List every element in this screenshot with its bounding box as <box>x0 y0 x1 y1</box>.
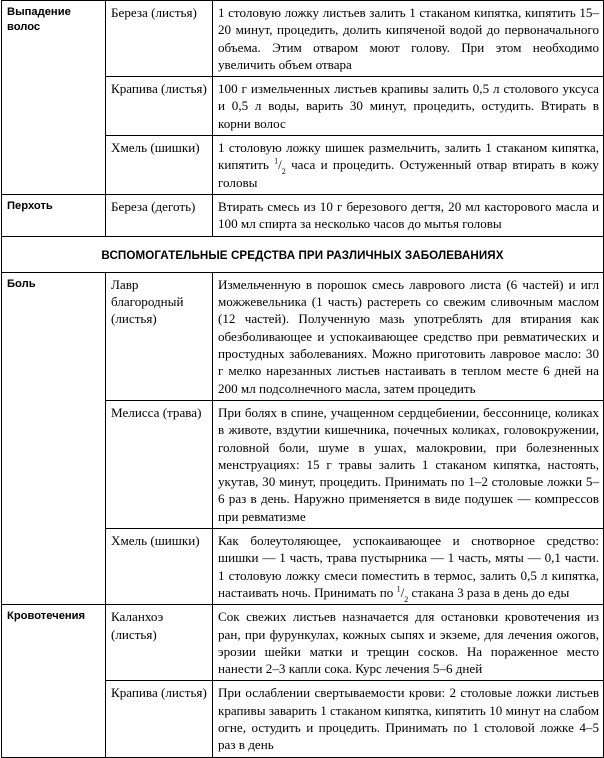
description-text: Измельченную в порошок смесь лаврового листа (6 частей) и игл можжевельника (1 часть) растереть со свежим сливочным маслом (12 частей). Полученную мазь употреблять для втирания как обезболивающее и успокаивающее средство при ревматических и простудных заболеваниях. Можно приготовить лавровое масло: 30 г мелко нарезанных листьев настаивать в теплом месте 6 дней на 200 мл подсолнечного масла, затем процедить <box>218 276 599 396</box>
plant-cell <box>106 194 213 236</box>
section-row <box>2 236 604 272</box>
description-text: Сок свежих листьев назначается для остановки кровотечения из ран, при фурункулах, кожных сыпях и экземе, для лечения ожогов, эрозии шейки матки и трещин сосков. На пораженное место нанести 2–3 капли сока. Курс лечения 5–6 дней <box>218 609 599 677</box>
plant-cell <box>106 529 213 605</box>
category-cell <box>2 1 106 195</box>
description-cell <box>213 400 604 528</box>
plant-cell <box>106 136 213 195</box>
description-cell <box>213 681 604 757</box>
plant-cell <box>106 400 213 528</box>
description-text-end: часа и процедить. Остуженный отвар втирать в кожу головы <box>218 157 599 190</box>
category-cell <box>2 605 106 757</box>
section-title: ВСПОМОГАТЕЛЬНЫЕ СРЕДСТВА ПРИ РАЗЛИЧНЫХ ЗАБОЛЕВАНИЯХ <box>2 236 604 272</box>
plant-label: Хмель (шишки) <box>111 140 200 156</box>
description-text-end: стакана 3 раза в день до еды <box>408 584 570 600</box>
plant-label: Крапива (листья) <box>111 685 207 701</box>
plant-cell <box>106 1 213 77</box>
description-cell <box>213 605 604 681</box>
fraction-numerator: 1 <box>274 157 279 167</box>
description-text: 100 г измельченных листьев крапивы залить 0,5 л столового уксуса и 0,5 л воды, варить 30 минут, процедить, остудить. Втирать в корни волос <box>218 81 599 131</box>
category-cell <box>2 194 106 236</box>
table-row <box>2 605 604 681</box>
category-cell <box>2 272 106 604</box>
category-label: Боль <box>7 277 36 290</box>
description-cell <box>213 272 604 400</box>
description-text-start: Как болеутоляющее, успокаивающее и снотворное средство: шишки — 1 часть, трава пустырника — 1 часть, мяты — 0,1 части. 1 столовую ложку смеси поместить в термос, залить 0,5 л кипятка, настаивать ночь. Принимать по <box>218 533 599 600</box>
category-label: Выпадение волос <box>7 6 71 33</box>
fraction: $^1/_2$ <box>396 584 409 604</box>
description-cell <box>213 77 604 136</box>
plant-cell <box>106 272 213 400</box>
plant-label: Каланхоэ (листья) <box>111 609 164 642</box>
category-label: Кровотечения <box>7 610 86 623</box>
category-label: Перхоть <box>7 199 53 212</box>
description-cell <box>213 194 604 236</box>
table-row <box>2 1 604 77</box>
plant-label: Крапива (листья) <box>111 81 207 97</box>
plant-label: Мелисса (трава) <box>111 404 202 420</box>
plant-label: Береза (листья) <box>111 5 197 20</box>
description-cell <box>213 136 604 195</box>
description-text-start: 1 столовую ложку шишек размельчить, залить 1 стаканом кипятка, кипятить <box>218 140 599 173</box>
description-text: При ослаблении свертываемости крови: 2 столовые ложки листьев крапивы заварить 1 стаканом кипятка, кипятить 10 минут на слабом огне, остудить и процедить. Принимать по 1 столовой ложке 4–5 раз в день <box>218 685 599 753</box>
description-text: 1 столовую ложку листьев залить 1 стаканом кипятка, кипятить 15–20 минут, процедить, долить кипяченой водой до первоначального объема. Этим отваром моют голову. При этом необходимо увеличить объем отвара <box>218 5 599 72</box>
plant-label: Хмель (шишки) <box>111 533 200 549</box>
fraction-numerator: 1 <box>396 584 401 594</box>
fraction-denominator: 2 <box>404 594 409 604</box>
description-cell <box>213 1 604 77</box>
plant-cell <box>106 681 213 757</box>
fraction-denominator: 2 <box>281 166 286 176</box>
description-text: При болях в спине, учащенном сердцебиении, бессоннице, коликах в животе, вздутии кишечника, почечных коликах, головокружении, головной боли, шуме в ушах, малокровии, при болезненных менструациях: 15 г травы залить 1 стаканом кипятка, настоять, укутав, 30 минут, процедить. Принимать по 1–2 столовые ложки 5–6 раз в день. Наружно применяется в виде подушек — компрессов при ревматизме <box>218 404 599 524</box>
plant-label: Береза (деготь) <box>111 198 196 214</box>
table-row <box>2 272 604 400</box>
plant-cell <box>106 77 213 136</box>
remedies-table <box>1 0 604 758</box>
plant-label: Лавр благородный (листья) <box>111 276 184 327</box>
description-cell <box>213 529 604 605</box>
fraction: $^1/_2$ <box>274 157 286 176</box>
description-text: Втирать смесь из 10 г березового дегтя, 20 мл касторового масла и 100 мл спирта за несколько часов до мытья головы <box>218 198 599 232</box>
table-row <box>2 194 604 236</box>
plant-cell <box>106 605 213 681</box>
